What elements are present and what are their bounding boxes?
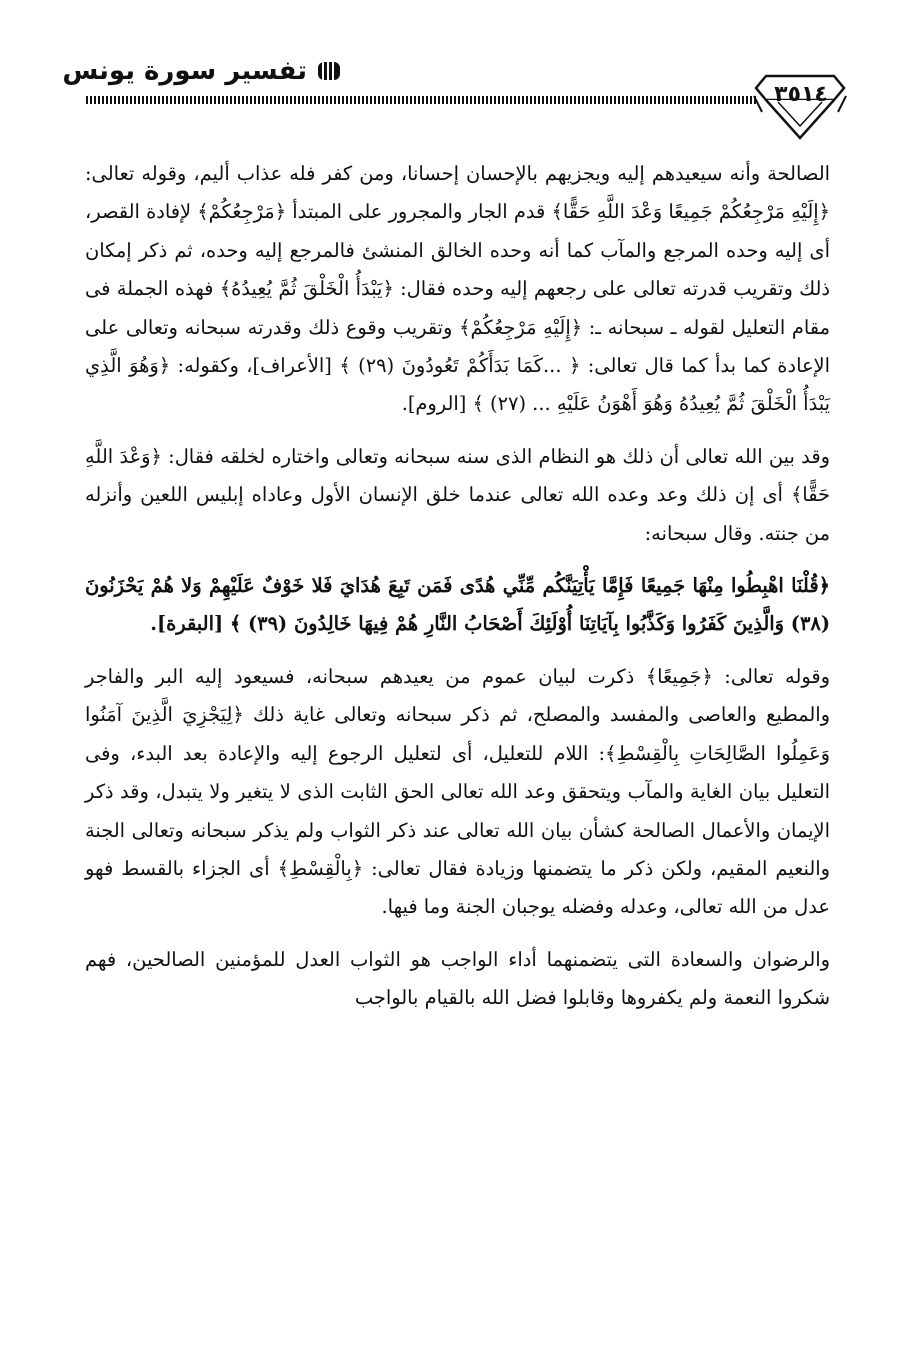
text-line: الإنسان الأول وعاداه إبليس اللعين وأنزله من جنته. وقال سبحانه:	[85, 483, 830, 545]
text-line: فهو عدل من الله تعالى، وعدله وفضله يوجبان الجنة وما فيها.	[85, 856, 830, 919]
page-body	[85, 155, 830, 1018]
text-line: الرجوع إليه والإعادة بعد البدء، وفى التعليل بيان الغاية والمآب ويتحقق وعد الله	[85, 741, 830, 804]
page-header	[0, 0, 917, 150]
running-title: تفسير سورة يونس	[62, 56, 307, 86]
text-line: وكقوله: ﴿وَهُوَ الَّذِي يَبْدَأُ الْخَلْقَ ثُمَّ يُعِيدُهُ وَهُوَ أَهْوَنُ عَلَيْهِ ... (٢٧) ﴾ [الروم].	[85, 354, 830, 416]
text-line: لخلقه فقال: ﴿وَعْدَ اللَّهِ حَقًّا﴾ أى إن ذلك وعد وعده الله تعالى عندما خلق	[85, 444, 831, 507]
text-line: الإعادة كما بدأ كما قال تعالى: ﴿ ...كَمَا بَدَأَكُمْ تَعُودُونَ (٢٩) ﴾ [الأعراف]،	[246, 354, 830, 378]
verse-line: ﴿قُلْنَا اهْبِطُوا مِنْهَا جَمِيعًا فَإِمَّا يَأْتِيَنَّكُم مِّنِّي هُدًى فَمَن تَبِعَ هُدَايَ فَلا خَوْفٌ	[262, 574, 830, 598]
text-line: وقوله تعالى: ﴿إِلَيْهِ مَرْجِعُكُمْ جَمِيعًا وَعْدَ اللَّهِ حَقًّا﴾ قدم الجار والمجرور على المبتدأ	[85, 162, 830, 224]
text-line: إليه البر والفاجر والمطيع والعاصى والمفسد والمصلح، ثم ذكر سبحانه وتعالى غاية	[85, 664, 830, 727]
text-line: ـ سبحانه ـ: ﴿إِلَيْهِ مَرْجِعُكُمْ﴾ وتقريب وقوع ذلك وقدرته سبحانه وتعالى على	[85, 315, 677, 339]
text-line: ﴿مَرْجِعُكُمْ﴾ لإفادة القصر، أى إليه وحده المرجع والمآب كما أنه وحده الخالق	[85, 200, 830, 262]
text-line: الصالحين، فهم شكروا النعمة ولم يكفروها وقابلوا فضل الله بالقيام بالواجب	[85, 947, 830, 1010]
page-number: ٣٥١٤	[774, 82, 828, 107]
quran-verse-block	[85, 567, 830, 644]
paragraph-4	[85, 941, 830, 1018]
header-rule	[86, 96, 756, 104]
paragraph-2	[85, 438, 830, 553]
paragraph-3	[85, 658, 830, 927]
ornament-icon	[316, 58, 342, 84]
verse-line: عَلَيْهِمْ وَلا هُمْ يَحْزَنُونَ (٣٨) وَالَّذِينَ كَفَرُوا وَكَذَّبُوا بِآيَاتِنَا أُوْلَئِكَ أَصْحَابُ النَّارِ هُمْ فِيهَا	[85, 574, 830, 636]
text-line: والرضوان والسعادة التى يتضمنهما أداء الواجب هو الثواب العدل للمؤمنين	[215, 947, 831, 971]
verse-line: خَالِدُونَ (٣٩) ﴾ [البقرة].	[150, 612, 352, 636]
text-line: كشأن بيان الله تعالى عند ذكر الثواب ولم يذكر سبحانه وتعالى الجنة والنعيم	[85, 818, 830, 880]
paragraph-1	[85, 155, 830, 424]
text-line: الصالحة وأنه سيعيدهم إليه ويجزيهم بالإحسان إحسانا، ومن كفر فله عذاب أليم،	[193, 162, 830, 185]
text-line: ذلك ﴿لِيَجْزِيَ الَّذِينَ آمَنُوا وَعَمِلُوا الصَّالِحَاتِ بِالْقِسْطِ﴾: اللام للتعليل، أى لتعليل	[85, 703, 830, 765]
text-line: وقد بين الله تعالى أن ذلك هو النظام الذى سنه سبحانه وتعالى واختاره	[271, 444, 830, 468]
text-line: وقوله تعالى: ﴿جَمِيعًا﴾ ذكرت لبيان عموم من يعيدهم سبحانه، فسيعود	[233, 664, 831, 688]
text-line: تعالى الحق الثابت الذى لا يتغير ولا يتبدل، وقد ذكر الإيمان والأعمال الصالحة	[85, 780, 830, 842]
text-line: إليه وحده فقال: ﴿يَبْدَأُ الْخَلْقَ ثُمَّ يُعِيدُهُ﴾ فهذه الجملة فى مقام التعليل لقوله	[85, 277, 830, 339]
text-line: المنشئ فالمرجع إليه وحده، ثم ذكر إمكان ذلك وتقريب قدرته تعالى على رجعهم	[85, 238, 830, 301]
text-line: المقيم، ولكن ذكر ما يتضمنها وزيادة فقال تعالى: ﴿بِالْقِسْطِ﴾ أى الجزاء بالقسط	[121, 856, 768, 880]
